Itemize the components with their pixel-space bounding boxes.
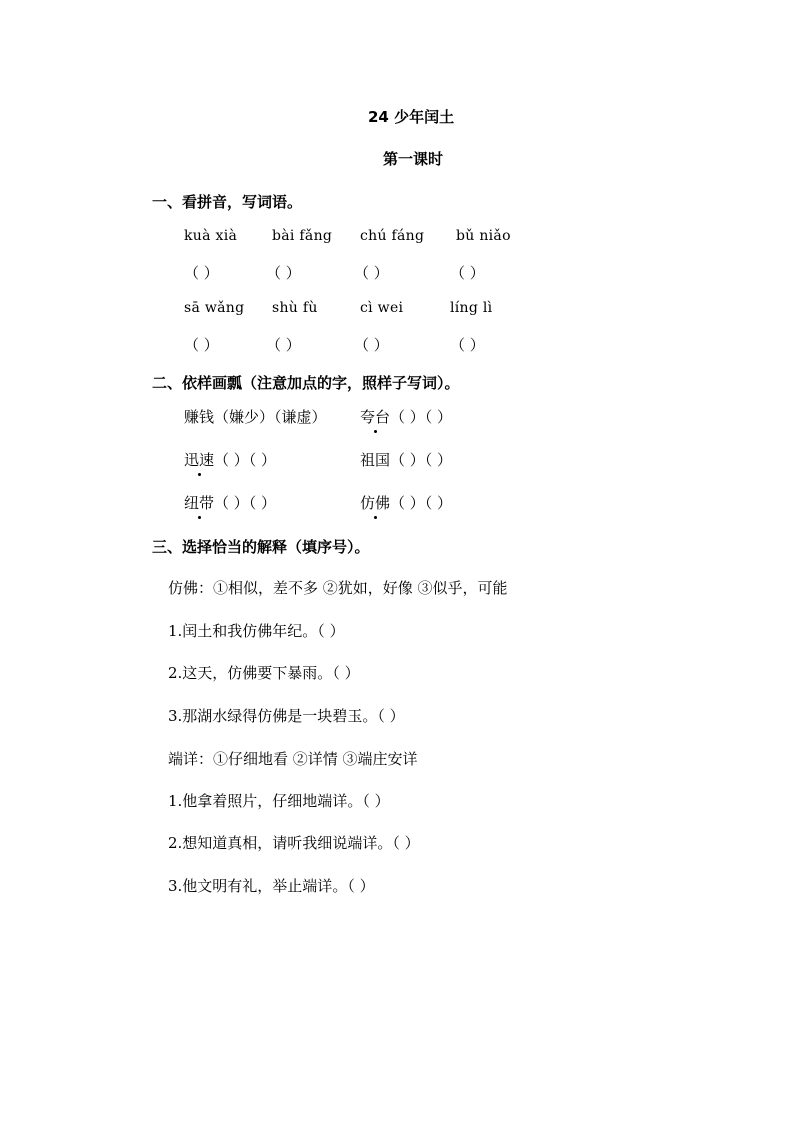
exercise-word: 纽带 [184, 494, 215, 512]
exercise-row [360, 449, 452, 470]
answer-blanks[interactable]: （ ）（ ） [390, 408, 453, 426]
pinyin-item: líng lì [450, 300, 493, 316]
answer-blank[interactable]: （ ） [450, 336, 485, 354]
example-answers: （嫌少）（谦虚） [214, 408, 327, 426]
page-title: 24 少年闰土 [368, 108, 455, 126]
exercise-word: 夸台 [360, 408, 391, 426]
definition-fangfu: 仿佛：①相似，差不多 ②犹如，好像 ③似乎，可能 [168, 579, 508, 597]
answer-blank[interactable]: （ ） [354, 264, 389, 282]
answer-blank[interactable]: （ ） [450, 264, 485, 282]
answer-blanks[interactable]: （ ）（ ） [390, 451, 453, 469]
answer-blanks[interactable]: （ ）（ ） [214, 451, 277, 469]
exercise-word: 仿佛 [360, 494, 391, 512]
page-subtitle: 第一课时 [383, 150, 444, 168]
section1-heading: 一、看拼音，写词语。 [152, 193, 303, 211]
pinyin-item: bài fǎng [272, 228, 333, 244]
answer-blanks[interactable]: （ ）（ ） [390, 494, 453, 512]
exercise-word: 祖国 [360, 451, 391, 469]
answer-blanks[interactable]: （ ）（ ） [214, 494, 277, 512]
pinyin-item: cì wei [360, 300, 404, 316]
exercise-row [360, 406, 452, 427]
exercise-word: 迅速 [184, 451, 215, 469]
answer-blank[interactable]: （ ） [184, 264, 219, 282]
answer-blank[interactable]: （ ） [266, 336, 301, 354]
question-item[interactable]: 2.想知道真相，请听我细说端详。（ ） [168, 834, 420, 852]
question-item[interactable]: 3.他文明有礼，举止端详。（ ） [168, 877, 375, 895]
definition-duanxiang: 端详：①仔细地看 ②详情 ③端庄安详 [168, 750, 418, 768]
question-item[interactable]: 1.他拿着照片，仔细地端详。（ ） [168, 792, 390, 810]
question-item[interactable]: 2.这天，仿佛要下暴雨。（ ） [168, 664, 360, 682]
pinyin-item: chú fáng [360, 228, 425, 244]
example-word: 赚钱 [184, 408, 215, 426]
pinyin-item: bǔ niǎo [456, 228, 511, 244]
answer-blank[interactable]: （ ） [354, 336, 389, 354]
question-item[interactable]: 3.那湖水绿得仿佛是一块碧玉。（ ） [168, 707, 405, 725]
pinyin-item: shù fù [272, 300, 318, 316]
exercise-row [360, 492, 452, 513]
section3-heading: 三、选择恰当的解释（填序号）。 [152, 538, 370, 556]
answer-blank[interactable]: （ ） [266, 264, 301, 282]
pinyin-item: kuà xià [184, 228, 238, 244]
exercise-row [184, 492, 276, 513]
example-row [184, 406, 327, 427]
exercise-row [184, 449, 276, 470]
answer-blank[interactable]: （ ） [184, 336, 219, 354]
section2-heading: 二、依样画瓢（注意加点的字，照样子写词）。 [152, 374, 460, 392]
pinyin-item: sā wǎng [184, 300, 245, 316]
question-item[interactable]: 1.闰土和我仿佛年纪。（ ） [168, 622, 345, 640]
